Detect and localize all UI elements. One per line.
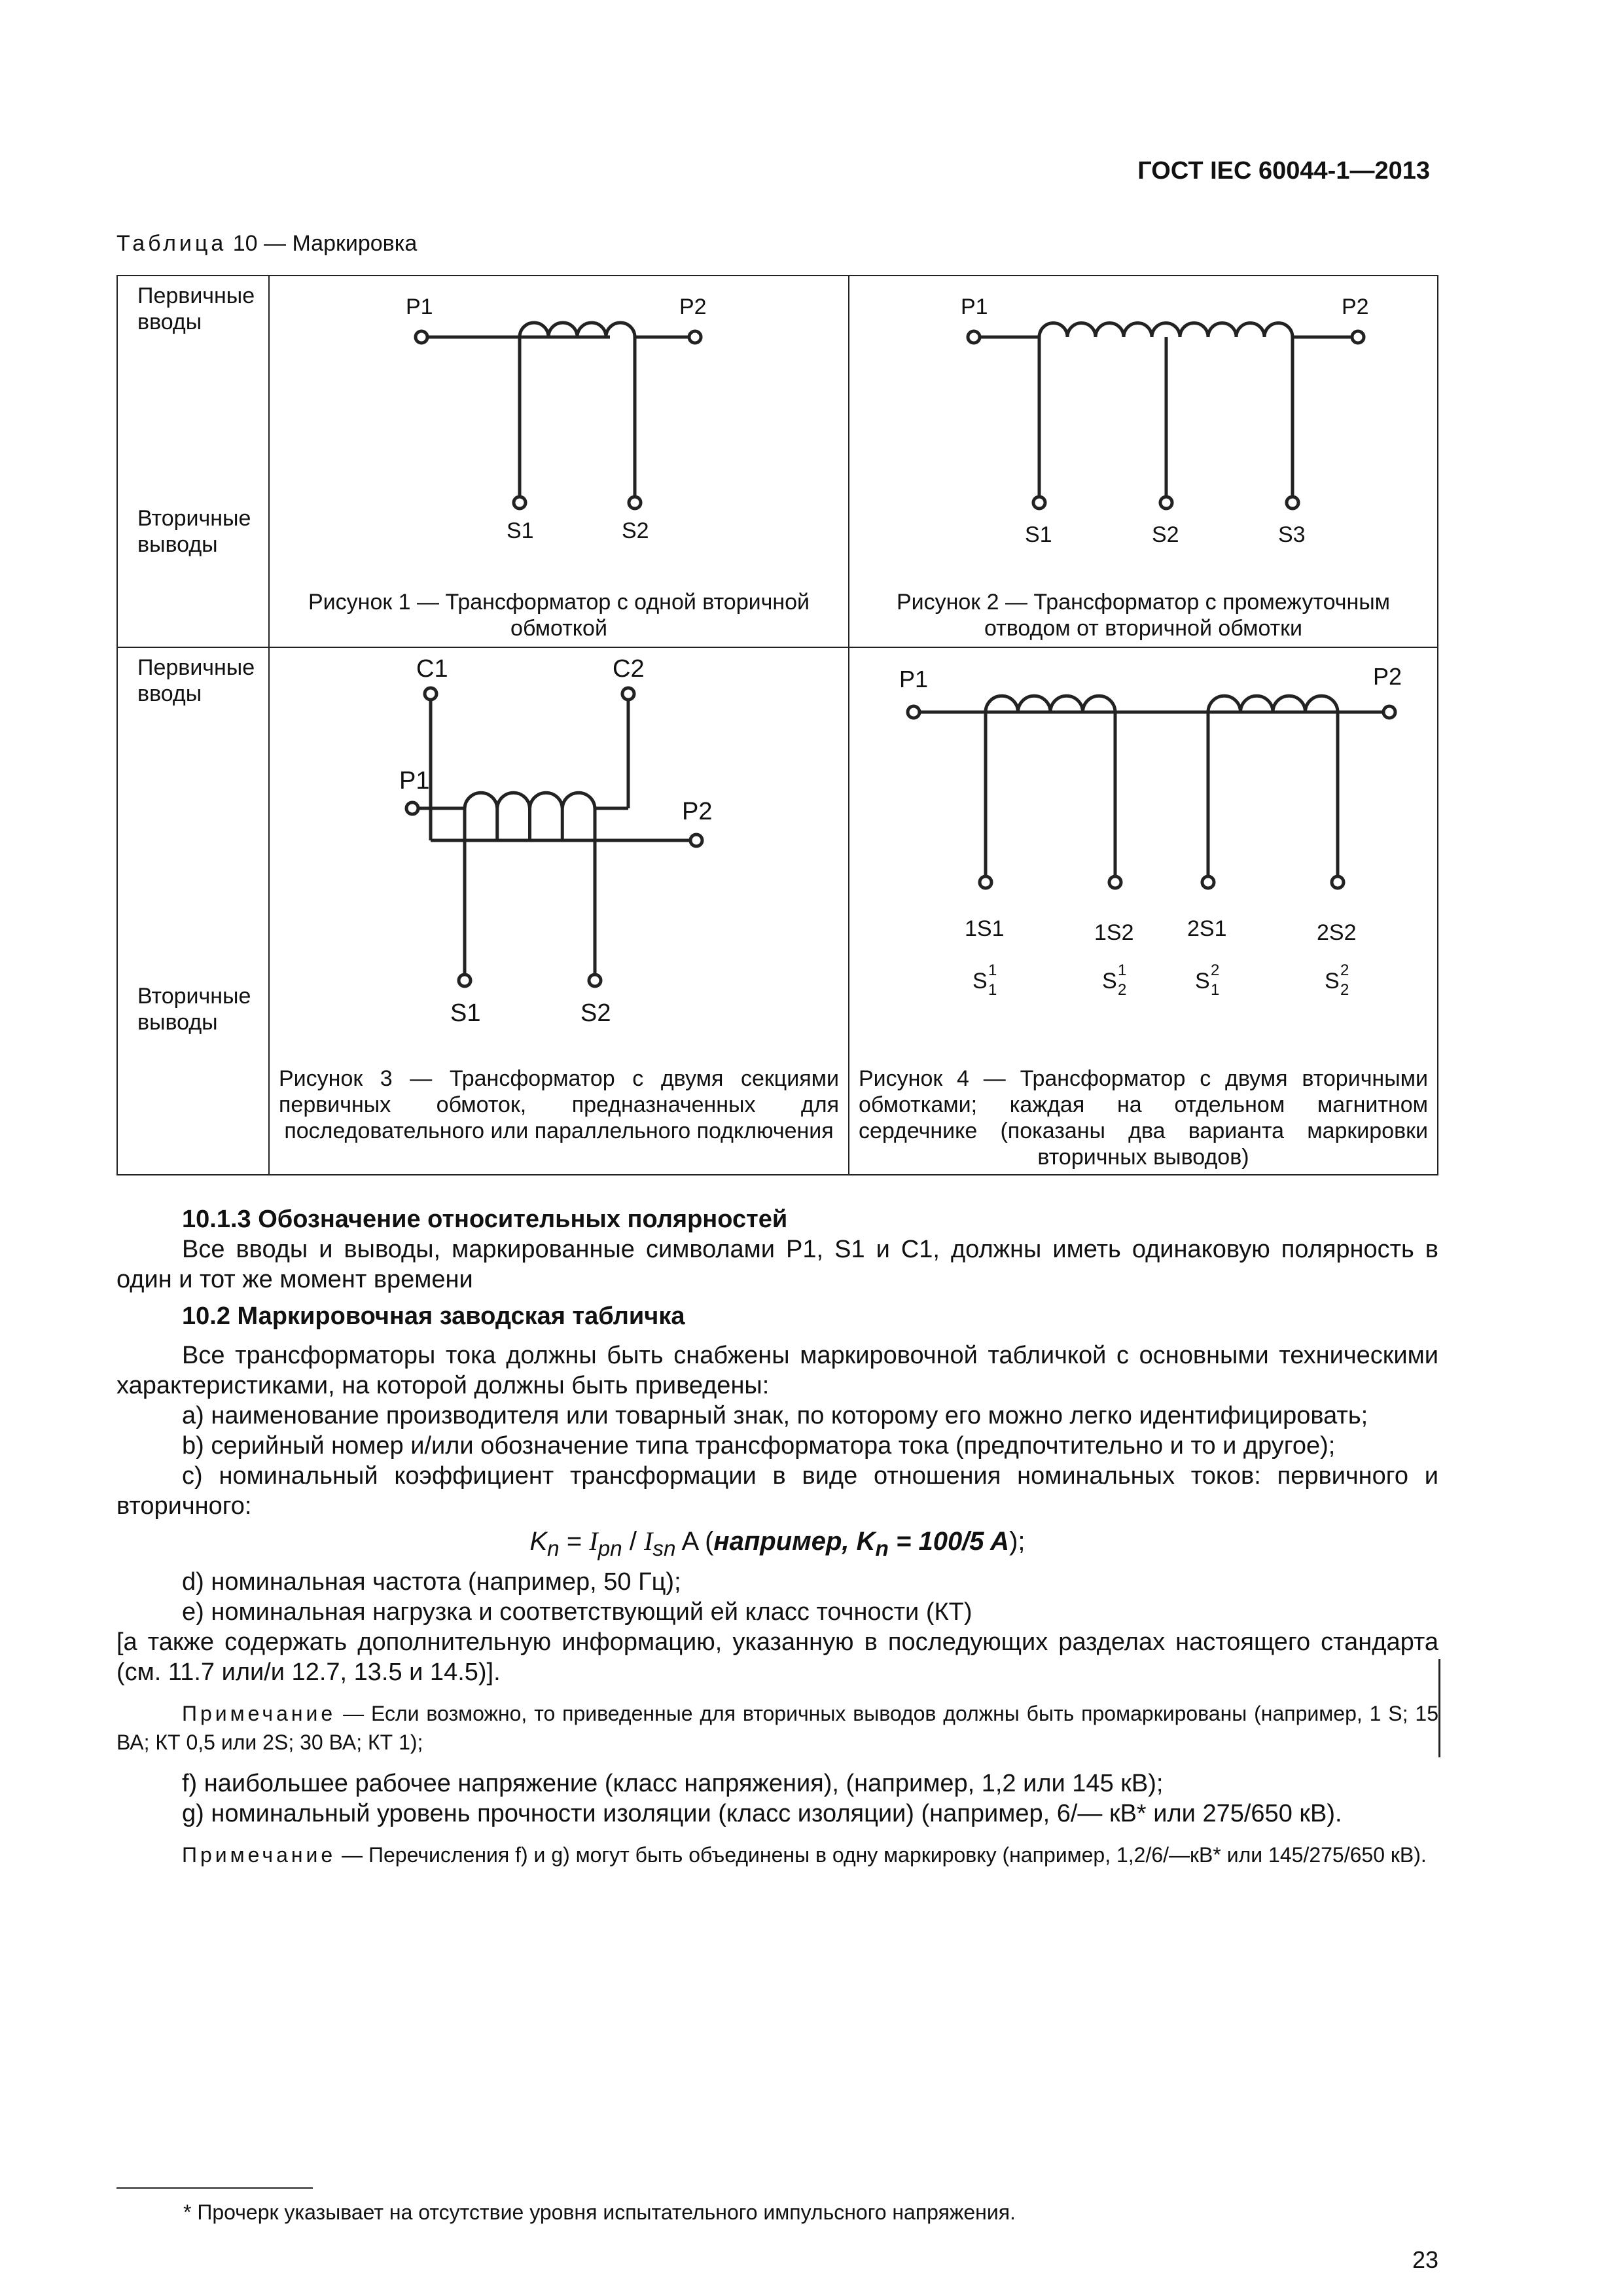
fig4-alt1-letter: S <box>972 969 988 994</box>
label-secondary-4: выводы <box>137 1010 218 1035</box>
figure-2-cell <box>849 276 1438 647</box>
fig4-label-2s2: 2S2 <box>1317 920 1357 945</box>
fig1-label-p1: P1 <box>406 295 433 319</box>
footnote: * Прочерк указывает на отсутствие уровня испытательного импульсного напряжения. <box>183 2200 1016 2224</box>
fig4-alt3-letter: S <box>1195 969 1210 994</box>
fig3-label-c2: C2 <box>613 655 645 683</box>
ratio-formula: $K_n = I_{pn} / I_{sn}$ A (например, $K_n = 100/5$ A); <box>529 1526 1026 1561</box>
fig4-label-1s2: 1S2 <box>1094 920 1134 945</box>
fig4-alt3-sup: 2 <box>1211 961 1220 979</box>
fig4-alt1-sup: 1 <box>988 961 997 979</box>
fig4-label-1s1: 1S1 <box>965 916 1005 941</box>
fig4-alt-label-4 <box>1325 961 1349 999</box>
fig4-alt4-sub: 2 <box>1340 981 1349 999</box>
row-labels-1 <box>117 276 269 647</box>
fig2-label-s2: S2 <box>1152 522 1179 547</box>
fig2-label-s3: S3 <box>1278 522 1306 547</box>
fig4-alt4-sup: 2 <box>1340 961 1349 979</box>
figure-3-diagram <box>270 648 848 1054</box>
figure-3-caption: Рисунок 3 — Трансформатор с двумя секциями первичных обмоток, предназначенных для последовательного или параллельного подключения <box>279 1066 839 1143</box>
fig4-label-p2: P2 <box>1373 663 1402 690</box>
note-1 <box>116 1699 1438 1757</box>
label-primary-4: вводы <box>137 681 202 706</box>
list-item-g: g) номинальный уровень прочности изоляции (класс изоляции) (например, 6/— кВ* или 275/650 кВ). <box>182 1800 1342 1827</box>
fig4-label-2s1: 2S1 <box>1187 916 1227 941</box>
fig3-label-s1: S1 <box>450 999 481 1027</box>
label-primary-1: Первичные <box>137 283 255 308</box>
fig3-label-p1: P1 <box>399 767 430 795</box>
fig2-label-s1: S1 <box>1025 522 1052 547</box>
change-bar <box>1438 1659 1440 1757</box>
figure-2-diagram <box>849 276 1441 584</box>
label-primary-2: вводы <box>137 310 202 334</box>
footnote-divider <box>116 2187 313 2189</box>
figure-4-cell <box>849 647 1438 1175</box>
fig4-alt1-sub: 1 <box>988 981 997 999</box>
fig4-alt2-letter: S <box>1102 969 1117 994</box>
list-item-b: b) серийный номер и/или обозначение типа трансформатора тока (предпочтительно и то и другое); <box>182 1432 1336 1460</box>
label-secondary-1: Вторичные <box>137 506 251 531</box>
fig1-label-p2: P2 <box>679 295 707 319</box>
fig4-alt4-letter: S <box>1325 969 1340 994</box>
fig4-alt3-sub: 1 <box>1211 981 1220 999</box>
section-10-2-heading: 10.2 Маркировочная заводская табличка <box>182 1302 685 1330</box>
fig1-label-s1: S1 <box>507 518 534 543</box>
figure-1-diagram <box>270 276 848 584</box>
fig4-alt-label-1 <box>972 961 997 999</box>
fig4-alt2-sup: 1 <box>1118 961 1127 979</box>
note-1-text: — Если возможно, то приведенные для вторичных выводов должны быть промаркированы (например, 1 S; 15 ВА; КТ 0,5 или 2S; 30 ВА; КТ 1); <box>116 1702 1438 1754</box>
fig4-alt-label-2 <box>1102 961 1126 999</box>
list-item-c: c) номинальный коэффициент трансформации в виде отношения номинальных токов: первичного и вторичного: <box>116 1462 1438 1520</box>
fig4-alt2-sub: 2 <box>1118 981 1127 999</box>
section-10-1-3-heading: 10.1.3 Обозначение относительных полярностей <box>182 1206 788 1233</box>
table-caption-word: Таблица <box>116 231 227 256</box>
fig4-alt-label-3 <box>1195 961 1219 999</box>
note-2-label: Примечание <box>182 1843 336 1867</box>
fig4-label-p1: P1 <box>899 666 929 692</box>
row-labels-2 <box>117 647 269 1175</box>
list-item-e-continuation: [а также содержать дополнительную информацию, указанную в последующих разделах настоящего стандарта (см. 11.7 или/и 12.7, 13.5 и 14.5)]. <box>116 1628 1438 1686</box>
fig2-label-p2: P2 <box>1342 295 1369 319</box>
section-10-1-3-text: Все вводы и выводы, маркированные символами P1, S1 и C1, должны иметь одинаковую полярность в один и тот же момент времени <box>116 1236 1438 1293</box>
document-header: ГОСТ IEC 60044-1—2013 <box>1137 157 1430 185</box>
figure-1-cell <box>269 276 849 647</box>
figure-2-caption: Рисунок 2 — Трансформатор с промежуточным отводом от вторичной обмотки <box>896 590 1391 641</box>
figure-3-cell <box>269 647 849 1175</box>
figure-4-caption: Рисунок 4 — Трансформатор с двумя вторичными обмотками; каждая на отдельном магнитном сердечнике (показаны два варианта маркировки вторичных выводов) <box>859 1066 1428 1170</box>
list-item-d: d) номинальная частота (например, 50 Гц); <box>182 1568 681 1596</box>
label-secondary-2: выводы <box>137 532 218 557</box>
fig3-label-s2: S2 <box>580 999 611 1027</box>
table-caption-title: 10 — Маркировка <box>226 231 418 256</box>
label-primary-3: Первичные <box>137 655 255 680</box>
fig1-label-s2: S2 <box>622 518 649 543</box>
fig2-label-p1: P1 <box>961 295 988 319</box>
note-1-label: Примечание <box>182 1702 336 1725</box>
section-10-2-intro: Все трансформаторы тока должны быть снабжены маркировочной табличкой с основными техническими характеристиками, на которой должны быть приведены: <box>116 1342 1438 1399</box>
note-2-text: — Перечисления f) и g) могут быть объединены в одну маркировку (например, 1,2/6/—кВ* или 145/275/650 кВ). <box>336 1843 1427 1867</box>
list-item-e: e) номинальная нагрузка и соответствующий ей класс точности (КТ) <box>182 1598 972 1626</box>
list-item-a: a) наименование производителя или товарный знак, по которому его можно легко идентифицировать; <box>182 1402 1368 1429</box>
marking-table <box>116 275 1438 1175</box>
page-number: 23 <box>1412 2246 1438 2273</box>
figure-4-diagram <box>849 648 1441 1054</box>
note-2 <box>116 1840 1438 1869</box>
body-text <box>116 1204 1438 1869</box>
table-caption <box>116 231 417 257</box>
label-secondary-3: Вторичные <box>137 984 251 1009</box>
fig3-label-c1: C1 <box>416 655 448 683</box>
list-item-f: f) наибольшее рабочее напряжение (класс напряжения), (например, 1,2 или 145 кВ); <box>182 1770 1164 1797</box>
fig3-label-p2: P2 <box>682 798 713 825</box>
figure-1-caption: Рисунок 1 — Трансформатор с одной вторичной обмоткой <box>308 590 810 641</box>
